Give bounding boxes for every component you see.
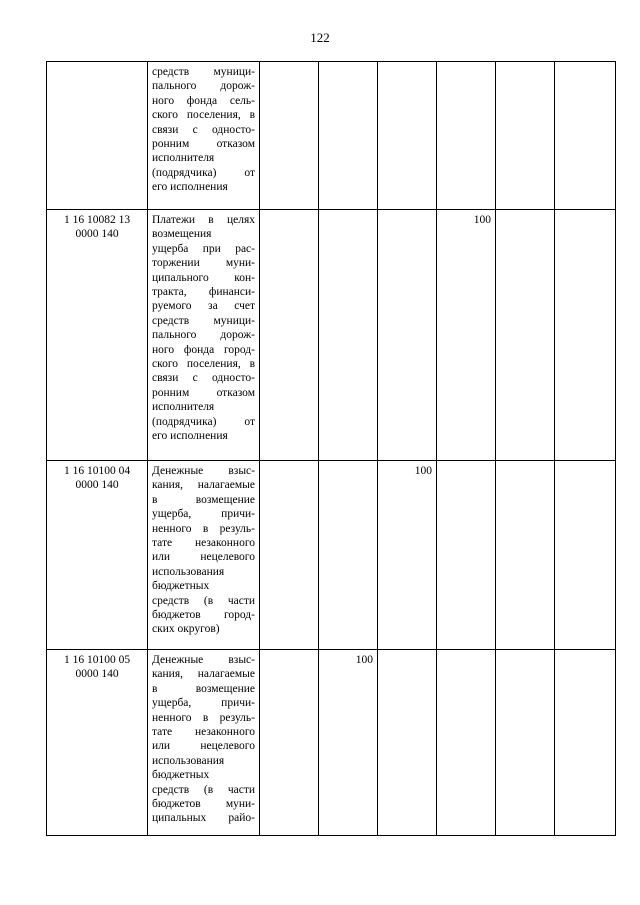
percent-value-cell [496, 461, 555, 650]
revenue-name-line: средств (в части [152, 594, 255, 607]
revenue-name-line: ских округов) [152, 623, 220, 636]
revenue-name-line: Денежные взыс- [152, 465, 255, 477]
budget-code-cell [47, 62, 148, 210]
budget-code-cell [47, 650, 148, 836]
revenue-name-line: (подрядчика) от [152, 415, 255, 428]
budget-code-line: 0000 140 [75, 479, 119, 492]
revenue-name-line: ского поселения, в [152, 109, 255, 122]
revenue-name-line: или нецелевого [152, 740, 255, 753]
budget-code-line: 1 16 10100 04 [63, 465, 131, 477]
percent-value-cell [260, 210, 319, 461]
percent-value-cell [555, 62, 616, 210]
revenue-name-line: Платежи в целях [152, 214, 255, 226]
table-row [47, 650, 616, 836]
revenue-name-line: тате незаконного [152, 537, 255, 550]
revenue-name-line: кания, налагаемые [152, 479, 255, 492]
revenue-name-line: его исполнения [152, 181, 228, 194]
table-row [47, 62, 616, 210]
percent-value-cell: 100 [378, 461, 437, 650]
revenue-name-line: тракта, финанси- [152, 286, 255, 299]
percent-value-cell [437, 650, 496, 836]
revenue-name-line: средств муници- [152, 314, 255, 327]
page-number: 122 [310, 30, 330, 45]
percent-value-cell [437, 461, 496, 650]
percent-value-cell [555, 210, 616, 461]
percent-value-cell: 100 [437, 210, 496, 461]
revenue-name-line: бюджетных [152, 580, 210, 593]
revenue-name-line: ущерба, причи- [152, 697, 255, 710]
revenue-name-line: руемого за счет [152, 300, 255, 313]
revenue-name-line: торжении муни- [152, 257, 255, 270]
budget-code-line: 0000 140 [75, 228, 119, 241]
percent-value-cell [260, 461, 319, 650]
table-row [47, 210, 616, 461]
revenue-name-line: кания, налагаемые [152, 668, 255, 681]
percent-value-cell [378, 650, 437, 836]
budget-code-line: 1 16 10100 05 [63, 654, 131, 666]
revenue-name-cell [148, 62, 260, 210]
revenue-name-line: ного фонда город- [152, 343, 255, 356]
table-row [47, 461, 616, 650]
revenue-name-line: исполнителя [152, 401, 215, 414]
percent-value-cell [555, 650, 616, 836]
revenue-name-line: ущерба при рас- [152, 242, 255, 255]
revenue-name-line: ненного в резуль- [152, 522, 255, 535]
revenue-name-cell [148, 650, 260, 836]
revenue-name-line: ского поселения, в [152, 358, 255, 371]
revenue-name-line: связи с односто- [152, 372, 255, 385]
revenue-name-line: его исполнения [152, 430, 228, 443]
revenue-name-line: или нецелевого [152, 551, 255, 564]
revenue-name-line: бюджетных [152, 769, 210, 782]
percent-value-cell [555, 461, 616, 650]
revenue-name-line: использования [152, 754, 225, 767]
percent-value-cell [260, 650, 319, 836]
revenue-name-line: бюджетов город- [152, 609, 255, 622]
revenue-name-line: использования [152, 565, 225, 578]
revenue-name-line: ронним отказом [152, 138, 255, 151]
revenue-name-line: пального дорож- [152, 329, 255, 342]
budget-code-cell [47, 461, 148, 650]
percent-value-cell [260, 62, 319, 210]
percent-value-cell [496, 650, 555, 836]
revenue-name-line: ронним отказом [152, 386, 255, 399]
revenue-name-line: бюджетов муни- [152, 798, 255, 811]
revenue-name-line: ципального кон- [152, 271, 255, 284]
percent-value-cell [319, 461, 378, 650]
percent-value-cell [319, 210, 378, 461]
revenue-name-line: средств (в части [152, 783, 255, 796]
revenue-name-line: тате незаконного [152, 726, 255, 739]
revenue-name-cell [148, 210, 260, 461]
percent-value-cell: 100 [319, 650, 378, 836]
budget-code-cell [47, 210, 148, 461]
revenue-name-line: исполнителя [152, 152, 215, 165]
revenue-name-line: ципальных райо- [152, 812, 255, 825]
revenue-name-line: ненного в резуль- [152, 711, 255, 724]
budget-code-line: 0000 140 [75, 668, 119, 681]
budget-classification-table [46, 61, 616, 836]
budget-code-line: 1 16 10082 13 [63, 214, 131, 226]
revenue-name-line: пального дорож- [152, 80, 255, 93]
percent-value-cell [496, 210, 555, 461]
revenue-name-line: Денежные взыс- [152, 654, 255, 666]
percent-value-cell [437, 62, 496, 210]
percent-value-cell [378, 210, 437, 461]
percent-value-cell [378, 62, 437, 210]
revenue-name-line: связи с односто- [152, 123, 255, 136]
revenue-name-line: в возмещение [152, 682, 255, 695]
revenue-name-line: ного фонда сель- [152, 94, 255, 107]
revenue-name-cell [148, 461, 260, 650]
revenue-name-line: возмещения [152, 228, 212, 241]
revenue-name-line: средств муници- [152, 66, 255, 78]
revenue-name-line: (подрядчика) от [152, 166, 255, 179]
percent-value-cell [319, 62, 378, 210]
revenue-name-line: в возмещение [152, 493, 255, 506]
revenue-name-line: ущерба, причи- [152, 508, 255, 521]
percent-value-cell [496, 62, 555, 210]
